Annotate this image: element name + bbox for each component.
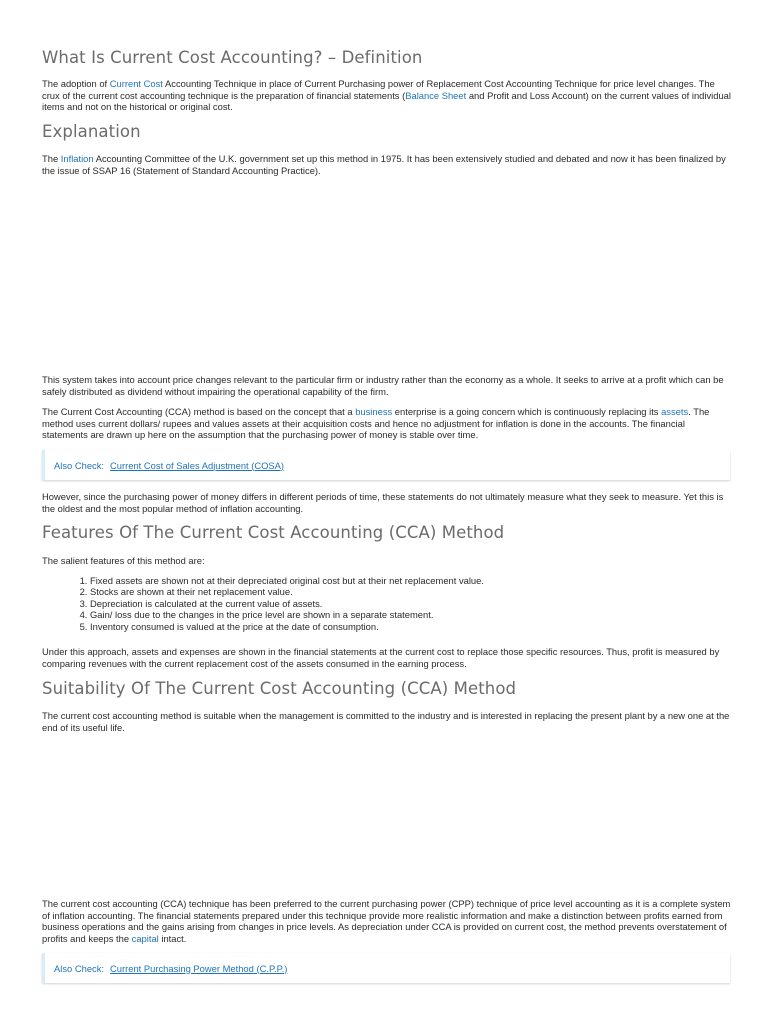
balance-sheet-link[interactable]: Balance Sheet [405, 89, 467, 101]
explanation-p3-wrap [42, 406, 732, 441]
also-check-box-2 [42, 953, 730, 983]
features-list [42, 575, 732, 632]
capital-link[interactable]: capital [131, 932, 159, 944]
list-item: 2. Stocks are shown at their net replacement value. [90, 586, 732, 597]
explanation-section [42, 122, 732, 141]
suitability-p2-wrap [42, 898, 732, 944]
features-section [42, 523, 732, 542]
suitability-paragraph-2: The current cost accounting (CCA) technique has been preferred to the current purchasing power (CPP) technique of price level accounting as it is a complete system of inflation accounting. The financial statements prepared under this technique provide more realistic information and make a distinction between profits earned from business operations and the gains arising from changes in price levels. As depreciation under CCA is provided on current cost, the method prevents overstatement of profits and keeps the capital intact. [42, 898, 731, 944]
suitability-paragraph-1: The current cost accounting method is suitable when the management is committed to the industry and is interested in replacing the present plant by a new one at the end of its useful life. [42, 710, 730, 733]
definition-heading: What Is Current Cost Accounting? – Definition [42, 48, 423, 67]
cosa-link[interactable]: Current Cost of Sales Adjustment (COSA) [110, 459, 285, 471]
explanation-paragraph-2: This system takes into account price changes relevant to the particular firm or industry rather than the economy as a whole. It seeks to arrive at a profit which can be safely distributed as dividend without impairing the operational capability of the firm. [42, 374, 724, 397]
list-item: 4. Gain/ loss due to the changes in the price level are shown in a separate statement. [90, 609, 732, 620]
features-intro-wrap [42, 555, 732, 567]
list-item: 5. Inventory consumed is valued at the price at the date of consumption. [90, 621, 732, 632]
also-check-box-1 [42, 450, 730, 480]
cpp-method-link[interactable]: Current Purchasing Power Method (C.P.P.) [110, 962, 288, 974]
explanation-paragraph-1: The Inflation Accounting Committee of the U.K. government set up this method in 1975. It has been extensively studied and debated and now it has been finalized by the issue of SSAP 16 (Statement of Standard Accounting Practice). [42, 153, 726, 176]
definition-section [42, 48, 732, 67]
features-heading: Features Of The Current Cost Accounting (CCA) Method [42, 523, 505, 542]
explanation-p1-wrap [42, 153, 732, 176]
explanation-p4-wrap [42, 491, 732, 514]
assets-link[interactable]: assets [661, 406, 689, 417]
definition-paragraph-wrap [42, 78, 732, 113]
business-link[interactable]: business [355, 406, 393, 417]
features-paragraph-2: Under this approach, assets and expenses are shown in the financial statements at the current cost to replace those specific resources. Thus, profit is measured by comparing revenues with the current replacement cost of the assets consumed in the earning process. [42, 646, 720, 669]
explanation-paragraph-4: However, since the purchasing power of money differs in different periods of time, these statements do not ultimately measure what they seek to measure. Yet this is the oldest and the most popular method of inflation accounting. [42, 491, 724, 514]
definition-paragraph: The adoption of Current Cost Accounting Technique in place of Current Purchasing power of Replacement Cost Accounting Technique for price level changes. The crux of the current cost accounting technique is the preparation of financial statements (Balance Sheet and Profit and Loss Account) on the current values of individual items and not on the historical or original cost. [42, 78, 731, 112]
explanation-paragraph-3: The Current Cost Accounting (CCA) method is based on the concept that a business enterprise is a going concern which is continuously replacing its assets. The method uses current dollars/ rupees and values assets at their acquisition costs and hence no adjustment for inflation is done in the accounts. The financial statements are drawn up here on the assumption that the purchasing power of money is stable over time. [42, 406, 710, 440]
also-check-label: Also Check: [54, 962, 105, 974]
current-cost-link[interactable]: Current Cost [109, 78, 163, 89]
suitability-heading: Suitability Of The Current Cost Accounting (CCA) Method [42, 679, 517, 698]
features-list-wrap [42, 575, 732, 632]
features-intro: The salient features of this method are: [42, 555, 205, 566]
features-p2-wrap [42, 646, 732, 669]
suitability-p1-wrap [42, 710, 732, 733]
also-check-label: Also Check: [54, 459, 105, 471]
inflation-link[interactable]: Inflation [60, 153, 94, 164]
list-item: 1. Fixed assets are shown not at their depreciated original cost but at their net replacement value. [90, 575, 732, 586]
explanation-p2-wrap [42, 374, 732, 397]
suitability-section [42, 679, 732, 698]
list-item: 3. Depreciation is calculated at the current value of assets. [90, 598, 732, 609]
explanation-heading: Explanation [42, 122, 141, 141]
